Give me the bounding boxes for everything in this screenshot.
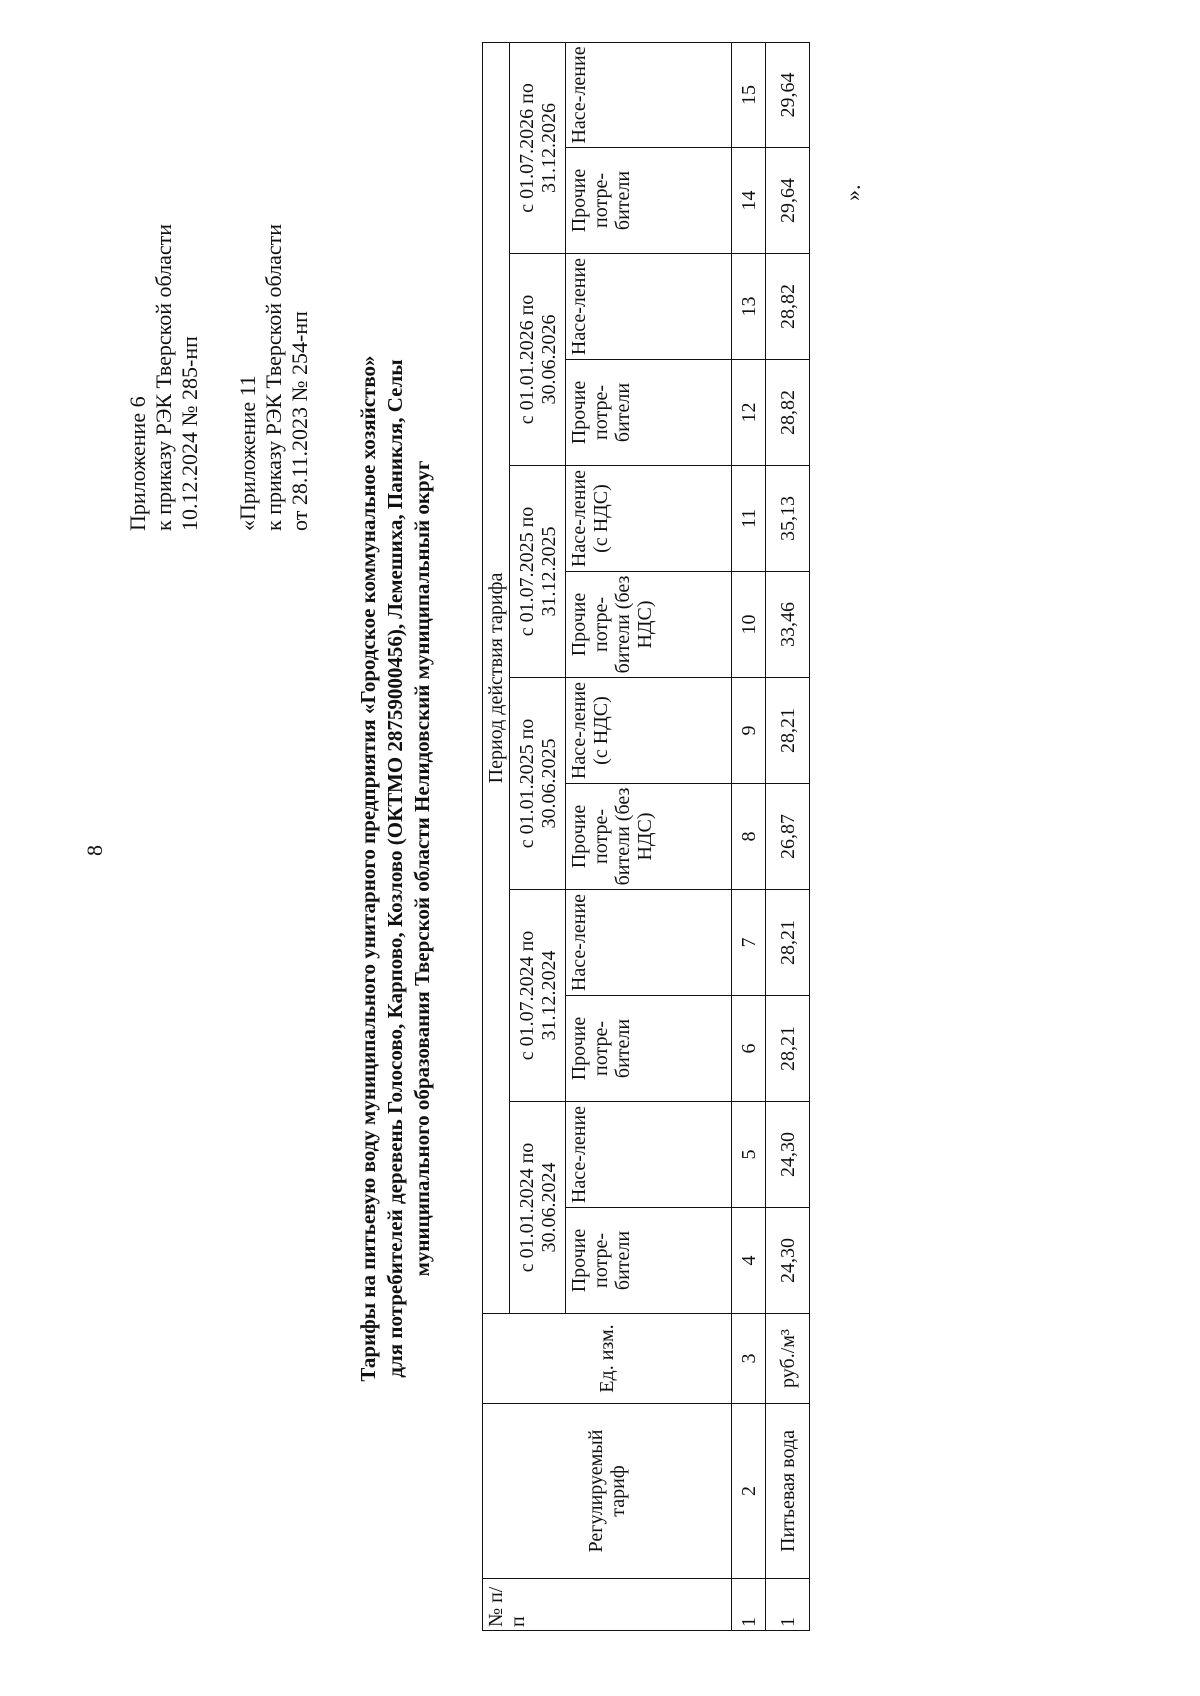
index-cell: 4 [732,1208,766,1314]
tariff-value: 33,46 [766,572,810,678]
appendix-previous-line1: «Приложение 11 [235,375,260,531]
consumer-population: Насе-ление [566,890,732,996]
index-cell: 5 [732,1102,766,1208]
consumer-other: Прочие потре-бители [566,148,732,254]
appendix-previous-line3: от 28.11.2023 № 254-нп [287,311,312,531]
index-cell: 14 [732,148,766,254]
tariff-table [482,42,810,1631]
tariff-value: 28,82 [766,254,810,360]
period-label: с 01.07.2025 по 31.12.2025 [510,466,566,678]
consumer-other: Прочие потре-бители [566,996,732,1102]
period-label: с 01.01.2024 по 30.06.2024 [510,1102,566,1314]
consumer-other: Прочие потре-бители (без НДС) [566,784,732,890]
header-tariff: Регулируемый тариф [483,1404,732,1579]
appendix-current-line1: Приложение 6 [125,396,150,531]
header-row-period [483,42,510,1630]
header-no: № п/п [483,1579,732,1631]
title-line3: муниципального образования Тверской области Нелидовский муниципальный округ [410,460,434,1277]
page-number: 8 [82,845,107,856]
title-line1: Тарифы на питьевую воду муниципального унитарного предприятия «Городское коммунальное хозяйство» [356,355,380,1382]
tariff-value: 24,30 [766,1208,810,1314]
consumer-population: Насе-ление (с НДС) [566,678,732,784]
index-cell: 2 [732,1404,766,1579]
index-cell: 8 [732,784,766,890]
consumer-other: Прочие потре-бители [566,1208,732,1314]
row-tariff-name: Питьевая вода [766,1404,810,1579]
document-title [355,196,436,1541]
consumer-other: Прочие потре-бители (без НДС) [566,572,732,678]
tariff-value: 29,64 [766,148,810,254]
consumer-population: Насе-ление [566,1102,732,1208]
consumer-other: Прочие потре-бители [566,360,732,466]
consumer-population: Насе-ление [566,42,732,147]
appendix-current-line3: 10.12.2024 № 285-нп [177,336,202,531]
tariff-value: 28,21 [766,678,810,784]
header-period: Период действия тарифа [483,42,510,1313]
tariff-value: 24,30 [766,1102,810,1208]
appendix-current [125,224,203,531]
title-line2: для потребителей деревень Голосово, Карпово, Козлово (ОКТМО 28759000456), Лемешиха, Паникля, Селы [383,359,407,1378]
period-label: с 01.01.2026 по 30.06.2026 [510,254,566,466]
index-cell: 1 [732,1579,766,1631]
consumer-population: Насе-ление (с НДС) [566,466,732,572]
index-cell: 7 [732,890,766,996]
data-row [766,42,810,1630]
tariff-value: 28,21 [766,890,810,996]
tariff-value: 26,87 [766,784,810,890]
period-label: с 01.01.2025 по 30.06.2025 [510,678,566,890]
index-cell: 3 [732,1314,766,1404]
consumer-population: Насе-ление [566,254,732,360]
appendix-current-line2: к приказу РЭК Тверской области [151,223,176,531]
row-no: 1 [766,1579,810,1631]
closing-quote: ». [840,184,865,201]
index-row [732,42,766,1630]
index-cell: 6 [732,996,766,1102]
tariff-value: 28,21 [766,996,810,1102]
appendix-previous-line2: к приказу РЭК Тверской области [261,223,286,531]
period-label: с 01.07.2024 по 31.12.2024 [510,890,566,1102]
row-unit: руб./м³ [766,1314,810,1404]
index-cell: 9 [732,678,766,784]
index-cell: 13 [732,254,766,360]
index-cell: 11 [732,466,766,572]
tariff-value: 29,64 [766,42,810,147]
index-cell: 12 [732,360,766,466]
tariff-value: 35,13 [766,466,810,572]
period-label: с 01.07.2026 по 31.12.2026 [510,42,566,253]
index-cell: 10 [732,572,766,678]
index-cell: 15 [732,42,766,147]
appendix-previous [235,224,313,531]
tariff-value: 28,82 [766,360,810,466]
header-unit: Ед. изм. [483,1314,732,1404]
